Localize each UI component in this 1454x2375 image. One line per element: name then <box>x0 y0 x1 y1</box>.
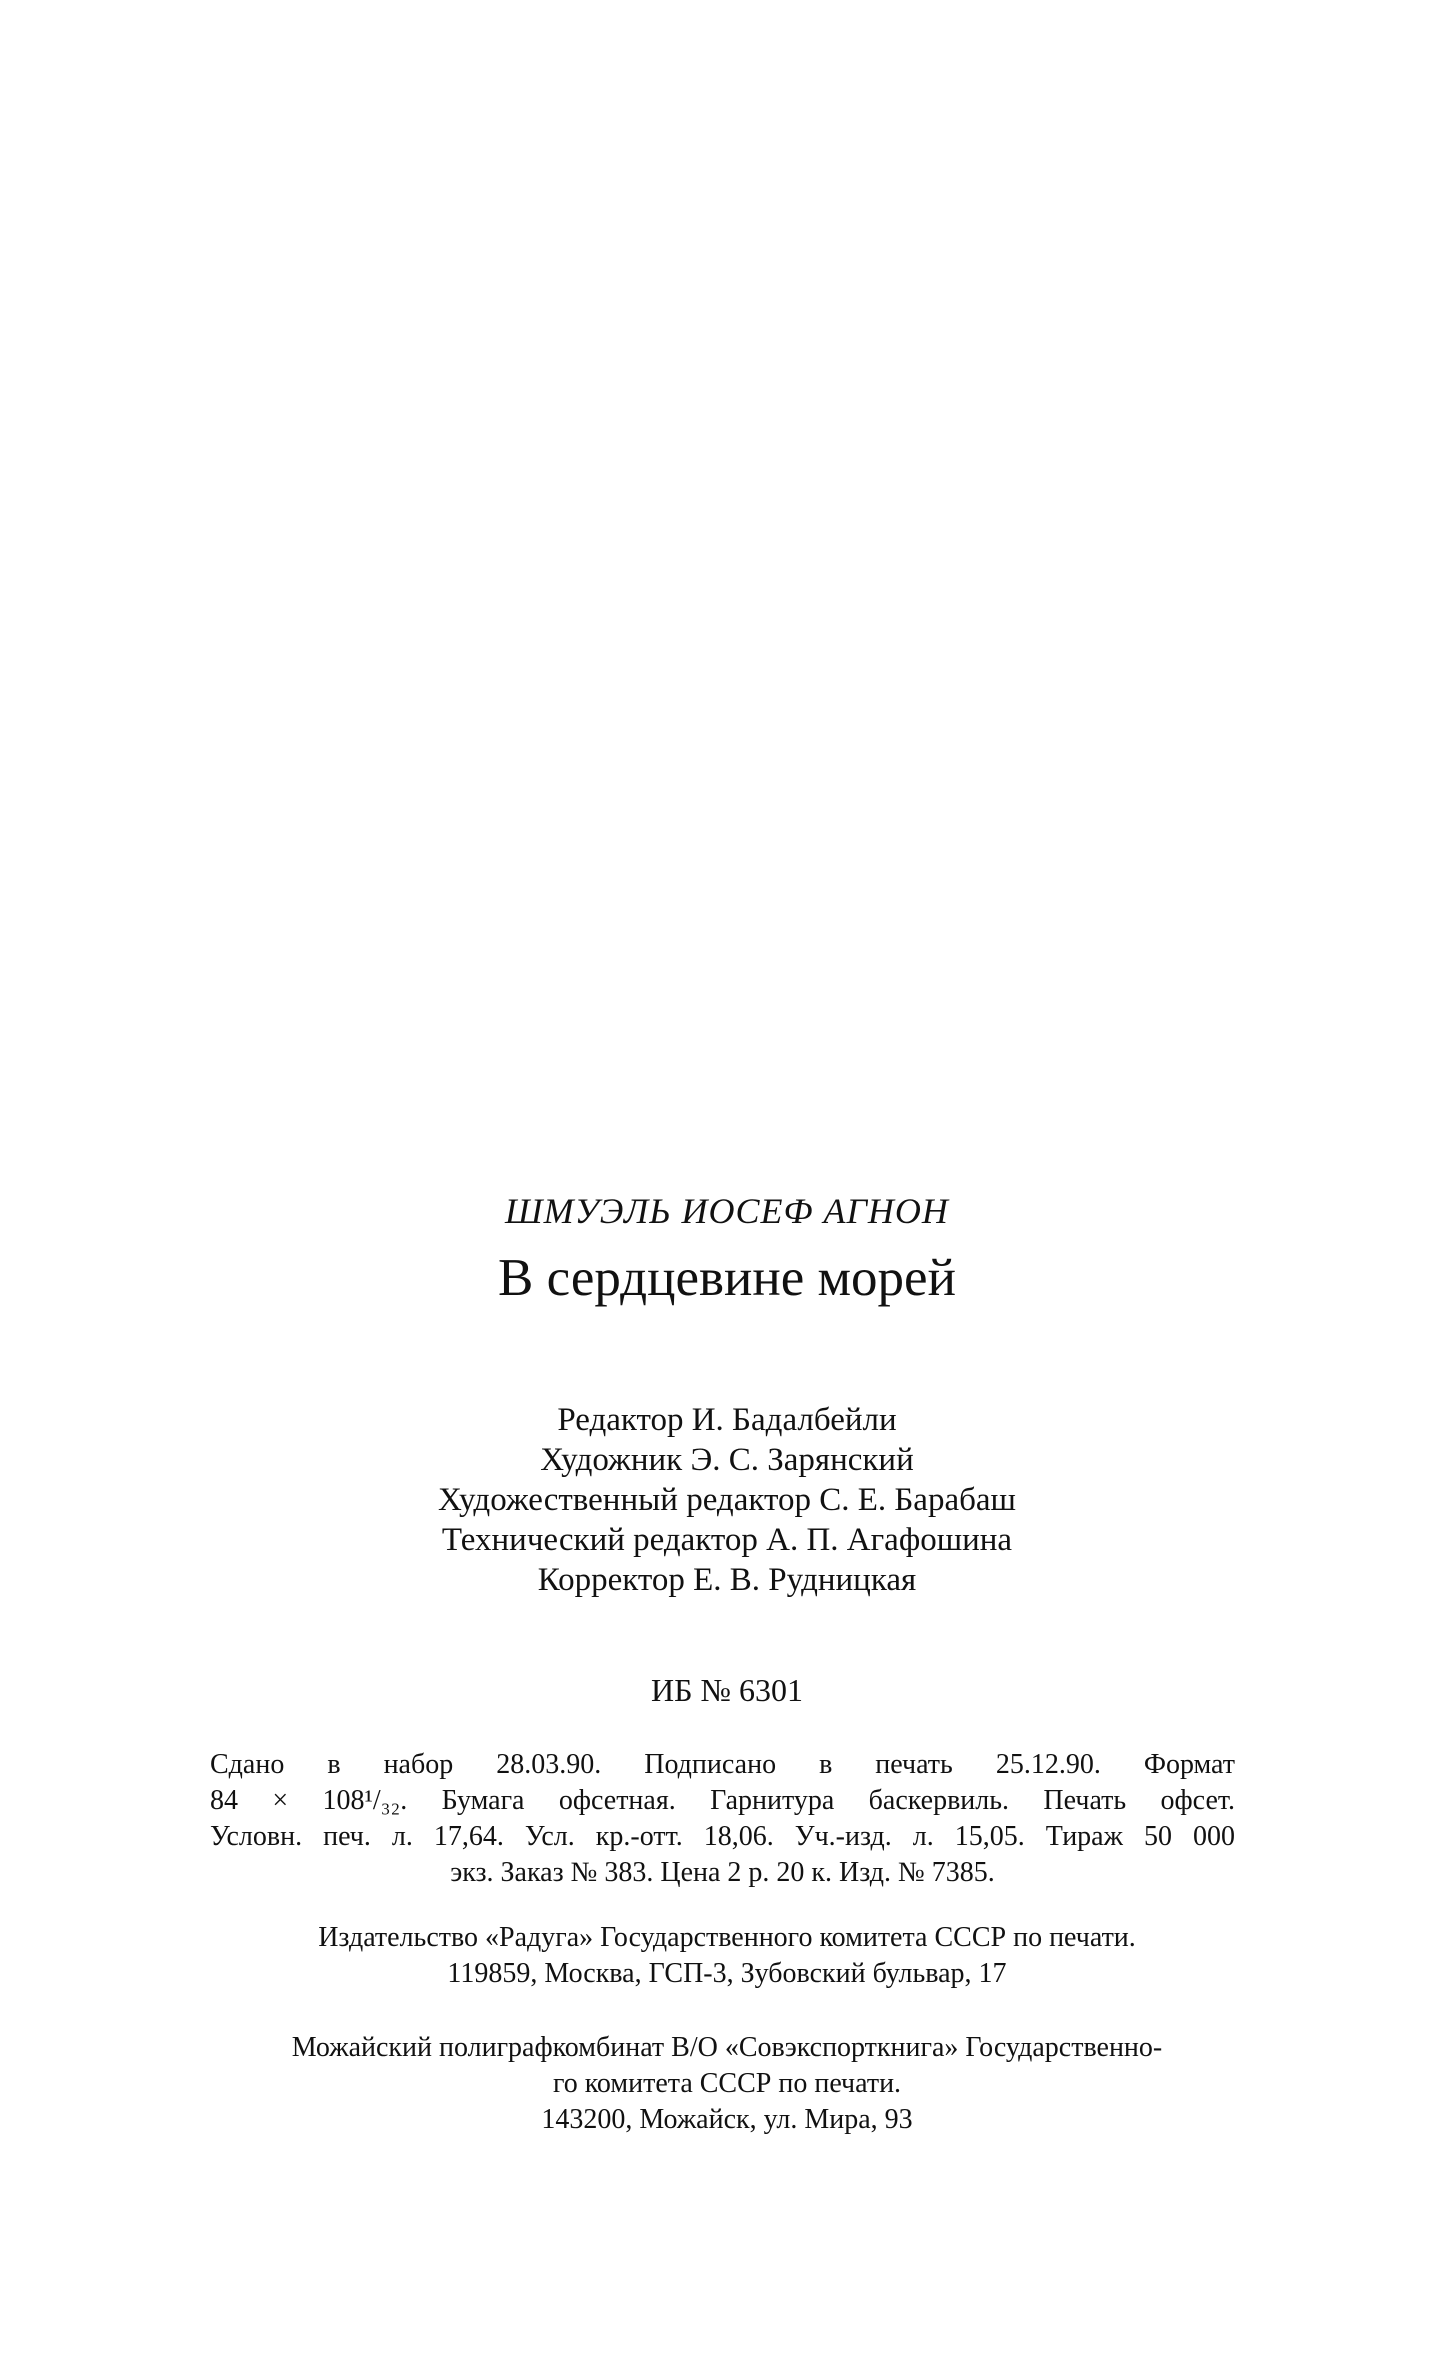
print-specs <box>210 1747 1235 1891</box>
printer-info <box>0 2030 1454 2138</box>
print-specs-line: Условн. печ. л. 17,64. Усл. кр.-отт. 18,06. Уч.-изд. л. 15,05. Тираж 50 000 <box>210 1821 1235 1852</box>
publisher-info <box>0 1920 1454 1992</box>
credit-artist: Художник Э. С. Зарянский <box>540 1442 914 1478</box>
print-specs-line: экз. Заказ № 383. Цена 2 р. 20 к. Изд. № 7385. <box>450 1857 995 1888</box>
book-title: В сердцевине морей <box>498 1249 956 1307</box>
ib-number: ИБ № 6301 <box>650 1672 803 1708</box>
credits-block <box>0 1400 1454 1600</box>
publisher-line: Издательство «Радуга» Государственного комитета СССР по печати. <box>318 1922 1136 1953</box>
printer-line: го комитета СССР по печати. <box>552 2068 902 2099</box>
printer-line: Можайский полиграфкомбинат В/О «Совэкспорткнига» Государственно- <box>291 2032 1163 2063</box>
credit-art-editor: Художественный редактор С. Е. Барабаш <box>438 1482 1016 1518</box>
print-specs-line: 84 × 108¹/₃₂. Бумага офсетная. Гарнитура баскервиль. Печать офсет. <box>210 1785 1235 1816</box>
credit-editor: Редактор И. Бадалбейли <box>557 1402 897 1438</box>
credit-technical-editor: Технический редактор А. П. Агафошина <box>441 1522 1013 1558</box>
author-name: ШМУЭЛЬ ИОСЕФ АГНОН <box>505 1191 949 1231</box>
publisher-address: 119859, Москва, ГСП-3, Зубовский бульвар, 17 <box>447 1958 1007 1989</box>
printer-address: 143200, Можайск, ул. Мира, 93 <box>541 2104 913 2135</box>
print-specs-line: Сдано в набор 28.03.90. Подписано в печать 25.12.90. Формат <box>210 1749 1235 1780</box>
credit-proofreader: Корректор Е. В. Рудницкая <box>537 1562 917 1598</box>
